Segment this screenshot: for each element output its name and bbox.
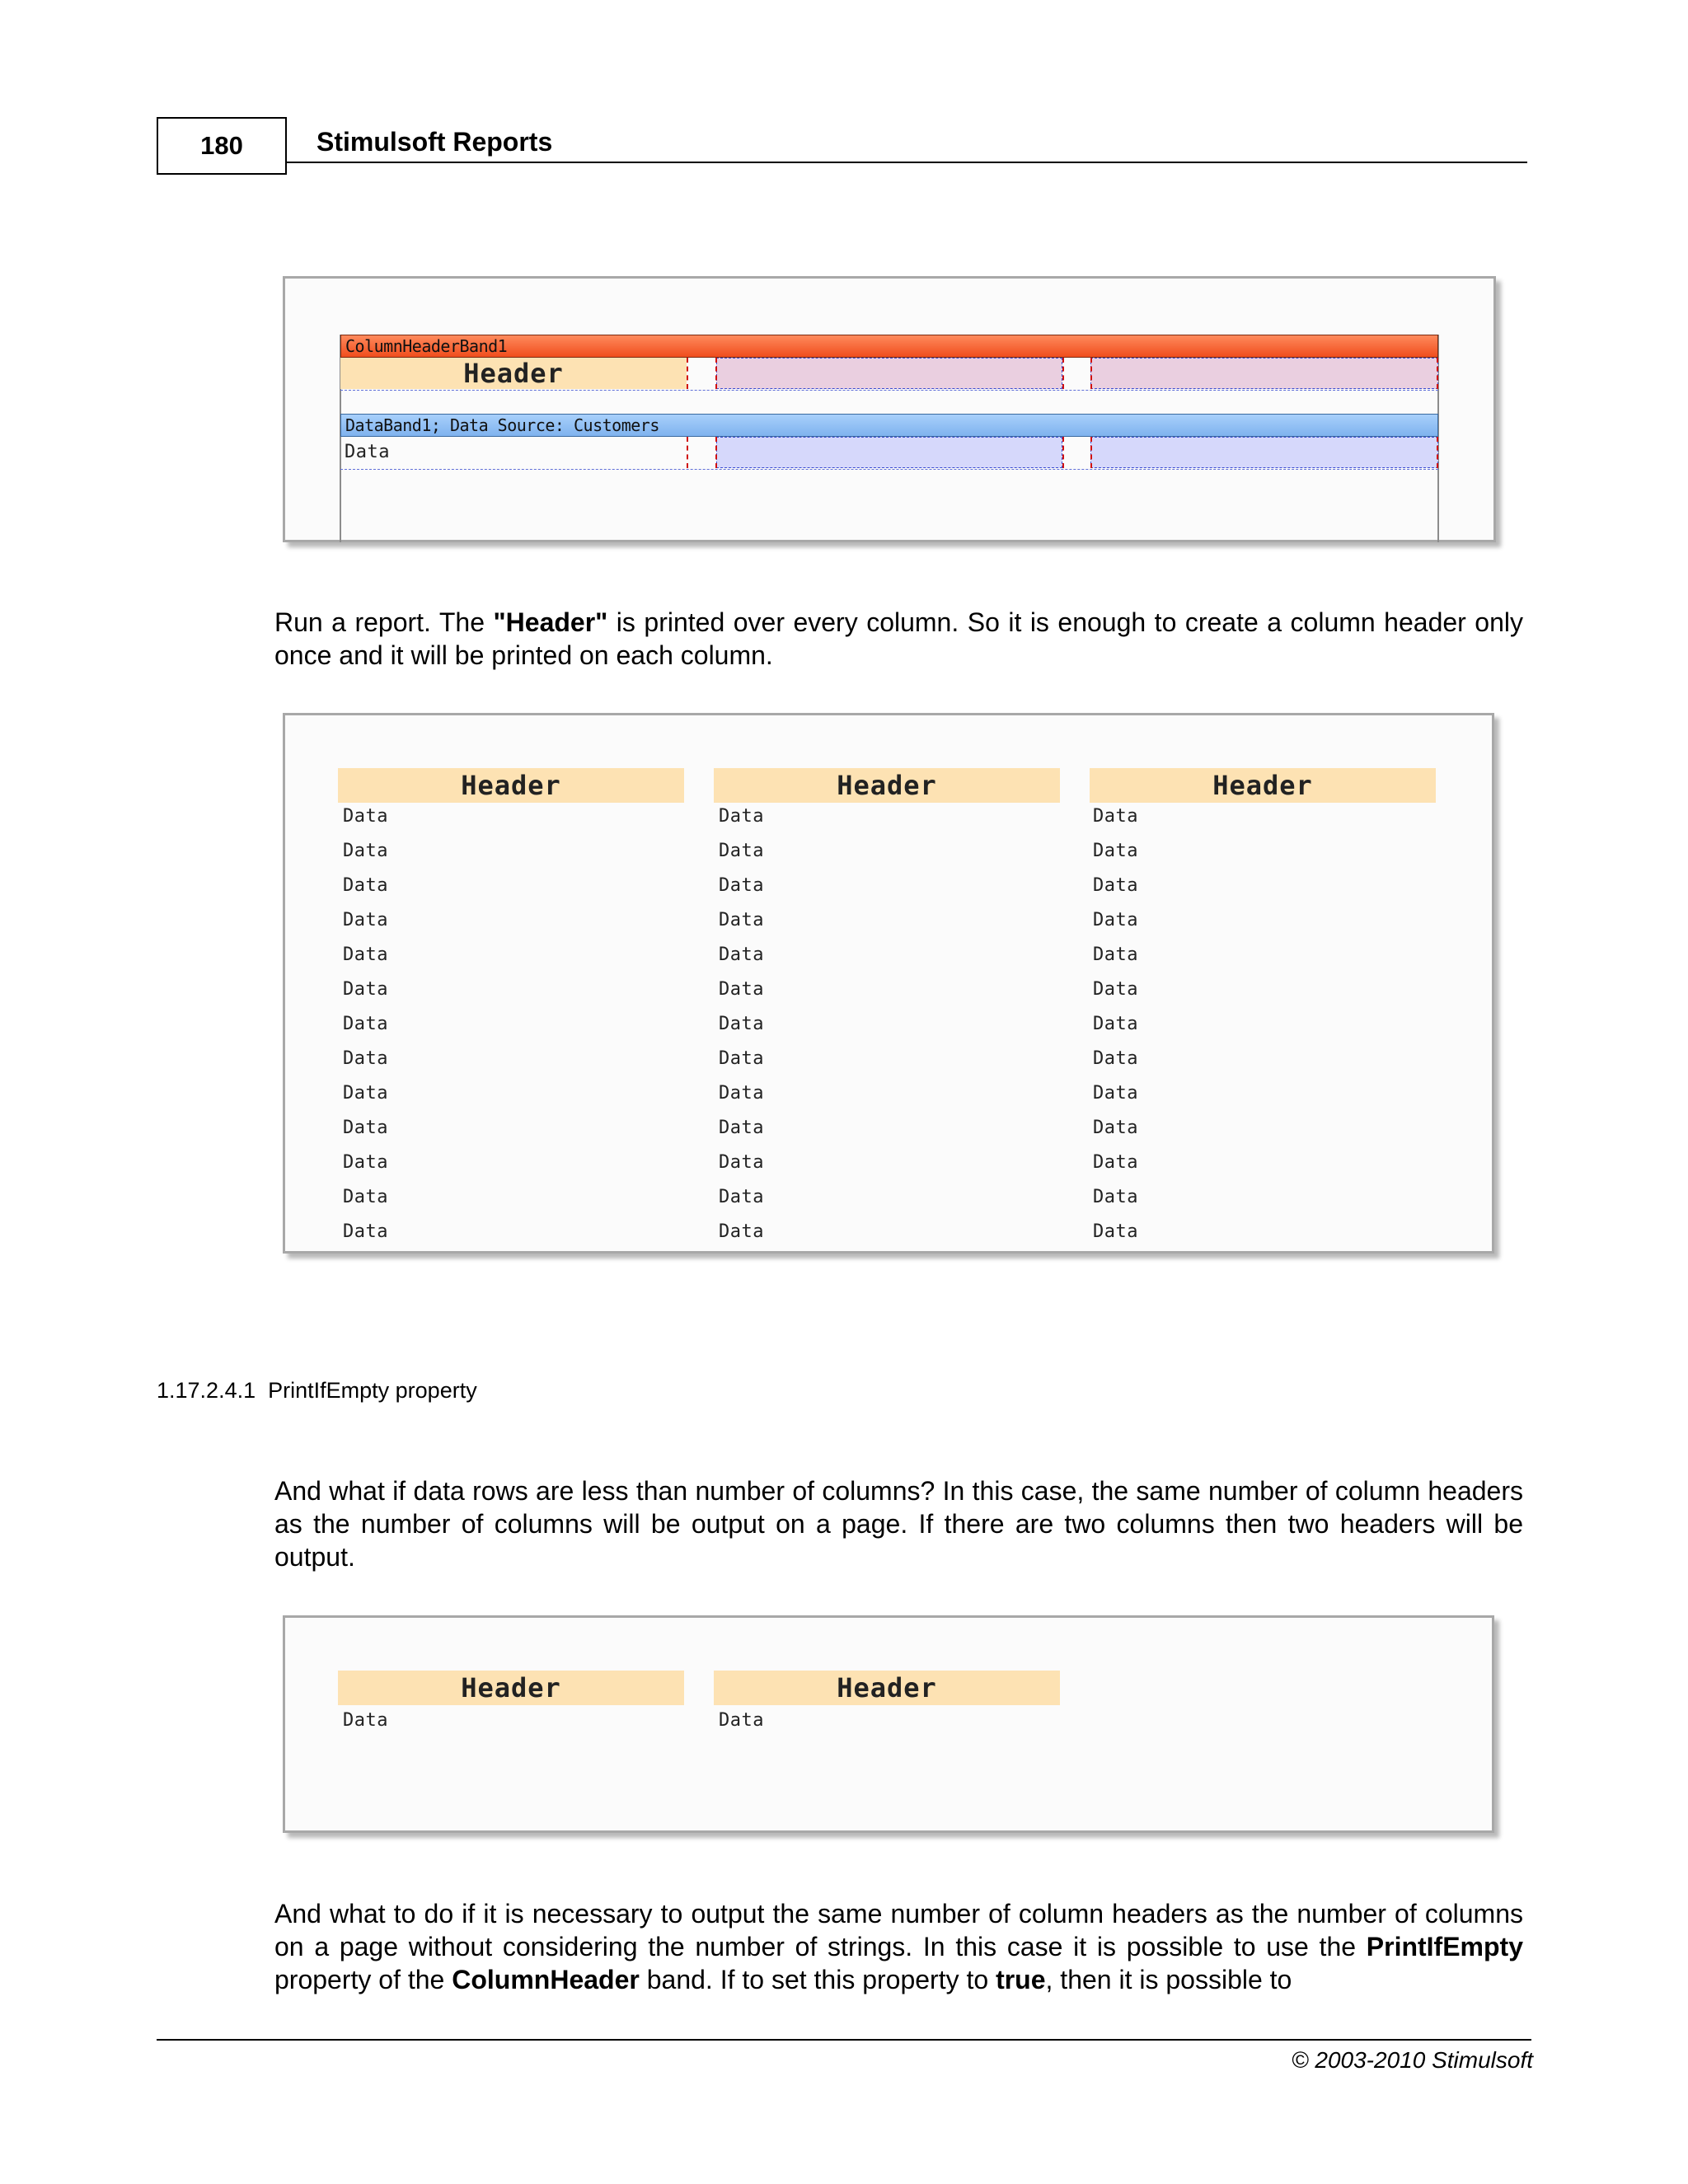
preview-two-columns-figure bbox=[283, 1615, 1494, 1833]
column-separator-dend bbox=[1437, 437, 1438, 468]
data-cell: Data bbox=[719, 1221, 764, 1242]
data-cell: Data bbox=[1093, 944, 1138, 965]
data-band-title[interactable]: DataBand1; Data Source: Customers bbox=[340, 414, 1438, 437]
page-number: 180 bbox=[157, 117, 287, 175]
column-header: Header bbox=[1090, 768, 1436, 803]
data-cell: Data bbox=[719, 1014, 764, 1034]
column-header: Header bbox=[338, 768, 684, 803]
header-rule bbox=[287, 162, 1527, 163]
data-cell: Data bbox=[1093, 1048, 1138, 1069]
data-cell: Data bbox=[719, 1118, 764, 1138]
data-cell: Data bbox=[343, 1710, 388, 1731]
para3-text-4: , then it is possible to bbox=[1045, 1965, 1292, 1994]
data-cell: Data bbox=[343, 1014, 388, 1034]
para3-text-1: And what to do if it is necessary to output the same number of column headers as the number of columns on a page without considering the number of strings. In this case it is possible to use the bbox=[274, 1899, 1523, 1961]
data-cell: Data bbox=[719, 1083, 764, 1104]
column-separator-d1b bbox=[715, 437, 717, 468]
para1-text-2: is printed over every column. So it is enough to create a column header only once and it will be printed on each column. bbox=[274, 607, 1524, 670]
data-cell: Data bbox=[343, 910, 388, 930]
data-cell: Data bbox=[1093, 910, 1138, 930]
data-cell: Data bbox=[1093, 1118, 1138, 1138]
para1-text-1: Run a report. The bbox=[274, 607, 494, 637]
data-cell: Data bbox=[719, 1187, 764, 1207]
data-cell: Data bbox=[719, 1152, 764, 1173]
data-cell: Data bbox=[343, 1048, 388, 1069]
paragraph-fewer-rows: And what if data rows are less than number of columns? In this case, the same number of column headers as the number of columns will be output on a page. If there are two columns then two headers will be output. bbox=[274, 1476, 1523, 1572]
data-cell: Data bbox=[343, 1118, 388, 1138]
data-cell: Data bbox=[1093, 1187, 1138, 1207]
section-heading bbox=[157, 1378, 477, 1404]
column-2-header-area bbox=[716, 358, 1062, 389]
data-cell: Data bbox=[1093, 875, 1138, 896]
data-cell: Data bbox=[719, 875, 764, 896]
para3-bold-printifempty: PrintIfEmpty bbox=[1366, 1932, 1523, 1961]
data-cell: Data bbox=[343, 875, 388, 896]
data-cell: Data bbox=[343, 806, 388, 827]
data-cell: Data bbox=[1093, 806, 1138, 827]
para3-text-2: property of the bbox=[274, 1965, 452, 1994]
footer-rule bbox=[157, 2039, 1531, 2041]
data-cell: Data bbox=[343, 1152, 388, 1173]
data-cell: Data bbox=[1093, 1152, 1138, 1173]
header-textbox[interactable]: Header bbox=[340, 358, 687, 389]
column-3-header-area bbox=[1090, 358, 1438, 389]
para3-text-3: band. If to set this property to bbox=[639, 1965, 996, 1994]
section-title: PrintIfEmpty property bbox=[268, 1378, 477, 1403]
data-cell: Data bbox=[343, 1083, 388, 1104]
designer-figure bbox=[283, 276, 1496, 542]
data-cell: Data bbox=[719, 1710, 764, 1731]
paragraph-run-report bbox=[274, 606, 1523, 672]
column-separator-d1a bbox=[687, 437, 688, 468]
paragraph-printifempty bbox=[274, 1897, 1523, 1996]
data-cell: Data bbox=[719, 841, 764, 861]
column-separator-1a bbox=[687, 358, 688, 389]
column-separator-d2a bbox=[1062, 437, 1064, 468]
data-cell: Data bbox=[343, 1221, 388, 1242]
data-textbox[interactable]: Data bbox=[345, 442, 390, 462]
para3-bold-columnheader: ColumnHeader bbox=[452, 1965, 640, 1994]
footer-copyright: © 2003-2010 Stimulsoft bbox=[1291, 2047, 1533, 2073]
data-cell: Data bbox=[1093, 979, 1138, 1000]
preview-three-columns-figure bbox=[283, 713, 1494, 1254]
para3-bold-true: true bbox=[996, 1965, 1046, 1994]
data-cell: Data bbox=[343, 1187, 388, 1207]
data-cell: Data bbox=[1093, 1221, 1138, 1242]
header-band-bottom bbox=[340, 390, 1438, 391]
column-header-band-title[interactable]: ColumnHeaderBand1 bbox=[340, 335, 1438, 358]
column-separator-end bbox=[1437, 358, 1438, 389]
data-cell: Data bbox=[719, 1048, 764, 1069]
column-header: Header bbox=[714, 1671, 1060, 1705]
data-cell: Data bbox=[719, 910, 764, 930]
column-separator-2a bbox=[1062, 358, 1064, 389]
column-header: Header bbox=[338, 1671, 684, 1705]
data-cell: Data bbox=[1093, 1014, 1138, 1034]
para1-bold-header: "Header" bbox=[493, 607, 608, 637]
column-3-data-area bbox=[1090, 437, 1438, 468]
column-header: Header bbox=[714, 768, 1060, 803]
data-cell: Data bbox=[1093, 1083, 1138, 1104]
data-cell: Data bbox=[719, 944, 764, 965]
page-title: Stimulsoft Reports bbox=[316, 127, 553, 157]
data-cell: Data bbox=[343, 944, 388, 965]
data-cell: Data bbox=[343, 979, 388, 1000]
data-cell: Data bbox=[1093, 841, 1138, 861]
data-cell: Data bbox=[719, 806, 764, 827]
data-cell: Data bbox=[343, 841, 388, 861]
data-cell: Data bbox=[719, 979, 764, 1000]
data-band-bottom bbox=[340, 469, 1438, 470]
column-separator-d2b bbox=[1090, 437, 1092, 468]
column-separator-1b bbox=[715, 358, 717, 389]
section-number: 1.17.2.4.1 bbox=[157, 1378, 256, 1403]
column-2-data-area bbox=[716, 437, 1062, 468]
column-separator-2b bbox=[1090, 358, 1092, 389]
